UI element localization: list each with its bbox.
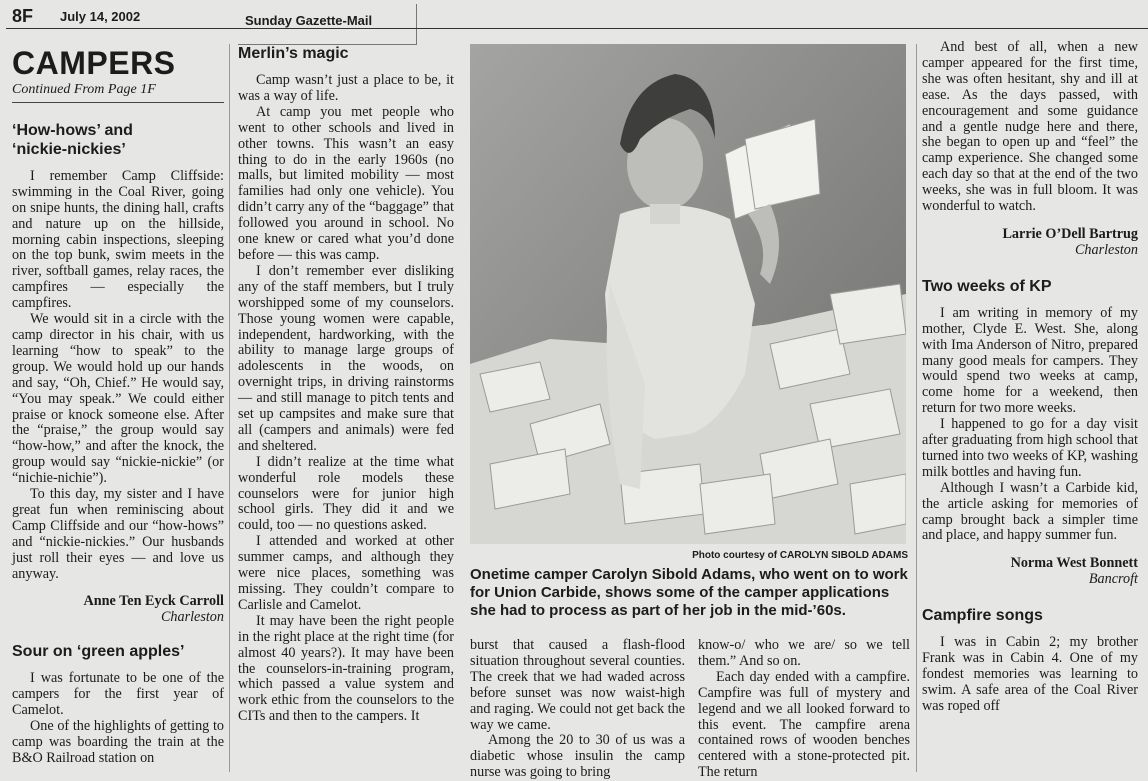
camper-photo	[470, 44, 906, 544]
column-4	[698, 638, 910, 781]
header-rule	[6, 28, 1148, 29]
letter-headline: Campfire songs	[922, 607, 1043, 625]
author-city: Charleston	[160, 609, 224, 626]
newspaper-name: Sunday Gazette-Mail	[245, 13, 373, 28]
paragraph: Although I wasn’t a Carbide kid, the article asking for memories of camp brought back a simpler time and place, and happy summer fun.	[922, 479, 1138, 544]
letter-headline: ‘nickie-nickies’	[12, 140, 126, 158]
paragraph: I didn’t realize at the time what wonderful role models these counselors were for junior high school girls. They did it and we could, too — no questions asked.	[238, 453, 454, 534]
paragraph: Each day ended with a campfire. Campfire was full of mystery and legend and we all looked forward to this event. The campfire arena contained rows of wooden benches centered with a stone-protected pit. The return	[698, 668, 910, 781]
paragraph: One of the highlights of getting to camp was boarding the train at the B&O Railroad station on	[12, 718, 224, 766]
paragraph: I don’t remember ever disliking any of the staff members, but I truly worshipped some of my counselors. Those young women were capable, independent, hardworking, with the ability to manage large groups of adolescents in the woods, on overnight trips, in driving rainstorms — and still manage to pitch tents and set up campsites and make sure that all (campers and animals) were fed and sheltered.	[238, 262, 454, 454]
column-divider	[229, 44, 230, 772]
column-1	[12, 40, 224, 767]
photo-caption: Onetime camper Carolyn Sibold Adams, who went on to work for Union Carbide, shows some of the camper applications she had to process as part of her job in the mid-’60s.	[470, 566, 908, 619]
photo-credit: Photo courtesy of CAROLYN SIBOLD ADAMS	[692, 550, 908, 561]
column-5	[922, 40, 1138, 715]
page-number: 8F	[12, 6, 34, 26]
author-name: Larrie O’Dell Bartrug	[1002, 225, 1138, 242]
paragraph: And best of all, when a new camper appeared for the first time, she was often hesitant, shy and ill at ease. As the days passed, with encouragement and some guidance and a gentle nudge here and there, she began to open up and “feel” the camp experience. She changed some each day so that at the end of the two weeks, she was in full bloom. It was wonderful to watch.	[922, 39, 1138, 215]
author-city: Bancroft	[1088, 571, 1138, 588]
letter-headline: ‘How-hows’ and	[12, 121, 133, 139]
paragraph: At camp you met people who went to other schools and lived in other towns. This wasn’t an easy thing to do in the early 1960s (no malls, but limited mobility — most families had only one vehicle). You didn’t carry any of the “baggage” that followed you around in school. No one knew or cared what you’d done before — this was camp.	[238, 103, 454, 263]
paragraph: Camp wasn’t just a place to be, it was a way of life.	[238, 72, 454, 104]
paragraph: Among the 20 to 30 of us was a diabetic whose insulin the camp nurse was going to bring	[470, 732, 685, 781]
paragraph: It may have been the right people in the right place at the right time (for almost 40 years?). It may have been the counselors-in-training program, which passed a value system and work ethic from the counselors to the CITs and then to the campers. It	[238, 612, 454, 725]
paragraph: I was fortunate to be one of the campers for the first year of Camelot.	[12, 670, 224, 719]
paragraph: To this day, my sister and I have great fun when reminiscing about Camp Cliffside and our “how-hows” and “nickie-nickies.” Our husbands just roll their eyes — and love us anyway.	[12, 486, 224, 582]
letter-headline: Merlin’s magic	[238, 45, 349, 62]
continued-note: Continued From Page 1F	[12, 82, 224, 103]
paragraph: I was in Cabin 2; my brother Frank was in Cabin 4. One of my fondest memories was learning to swim. A safe area of the Coal River was roped off	[922, 634, 1138, 714]
column-2	[238, 44, 454, 725]
paragraph: I am writing in memory of my mother, Clyde E. West. She, along with Ima Anderson of Nitro, prepared many good meals for campers. They would spend two weeks at camp, come home for a weekend, then return for two more weeks.	[922, 304, 1138, 417]
author-name: Norma West Bonnett	[1010, 555, 1138, 572]
column-divider	[916, 44, 917, 772]
paragraph: I happened to go for a day visit after graduating from high school that turned into two weeks of KP, washing milk bottles and having fun.	[922, 416, 1138, 480]
issue-date: July 14, 2002	[60, 9, 141, 24]
letter-headline: Sour on ‘green apples’	[12, 643, 185, 661]
author-city: Charleston	[1074, 241, 1138, 258]
author-name: Anne Ten Eyck Carroll	[83, 593, 224, 610]
paragraph: burst that caused a flash-flood situation throughout several counties. The creek that we had waded across before sunset was now waist-high and raging. We could not get back the way we came.	[470, 637, 685, 733]
column-3	[470, 638, 685, 781]
section-title: CAMPERS	[12, 45, 176, 81]
paragraph: I remember Camp Cliffside: swimming in the Coal River, going on snipe hunts, the dining hall, crafts and nature up on the hillside, morning cabin inspections, sleeping on the top bunk, swim meets in the river, softball games, relay races, the campfires — especially the campfires.	[12, 167, 224, 312]
paragraph: I attended and worked at other summer camps, and although they were nice places, something was missing. They couldn’t compare to Carlisle and Camelot.	[238, 533, 454, 613]
letter-headline: Two weeks of KP	[922, 277, 1052, 295]
paragraph: We would sit in a circle with the camp director in his chair, with us learning “how to speak” to the group. We would hold up our hands and say, “Oh, Chief.” He would say, “You may speak.” We could either praise or knock someone else. After the “praise,” the group would say “how-how,” and after the knock, the group would say “nickie-nickie” (or “nichie-nichie”).	[12, 311, 224, 487]
paragraph: know-o/ who we are/ so we tell them.” And so on.	[698, 637, 910, 669]
